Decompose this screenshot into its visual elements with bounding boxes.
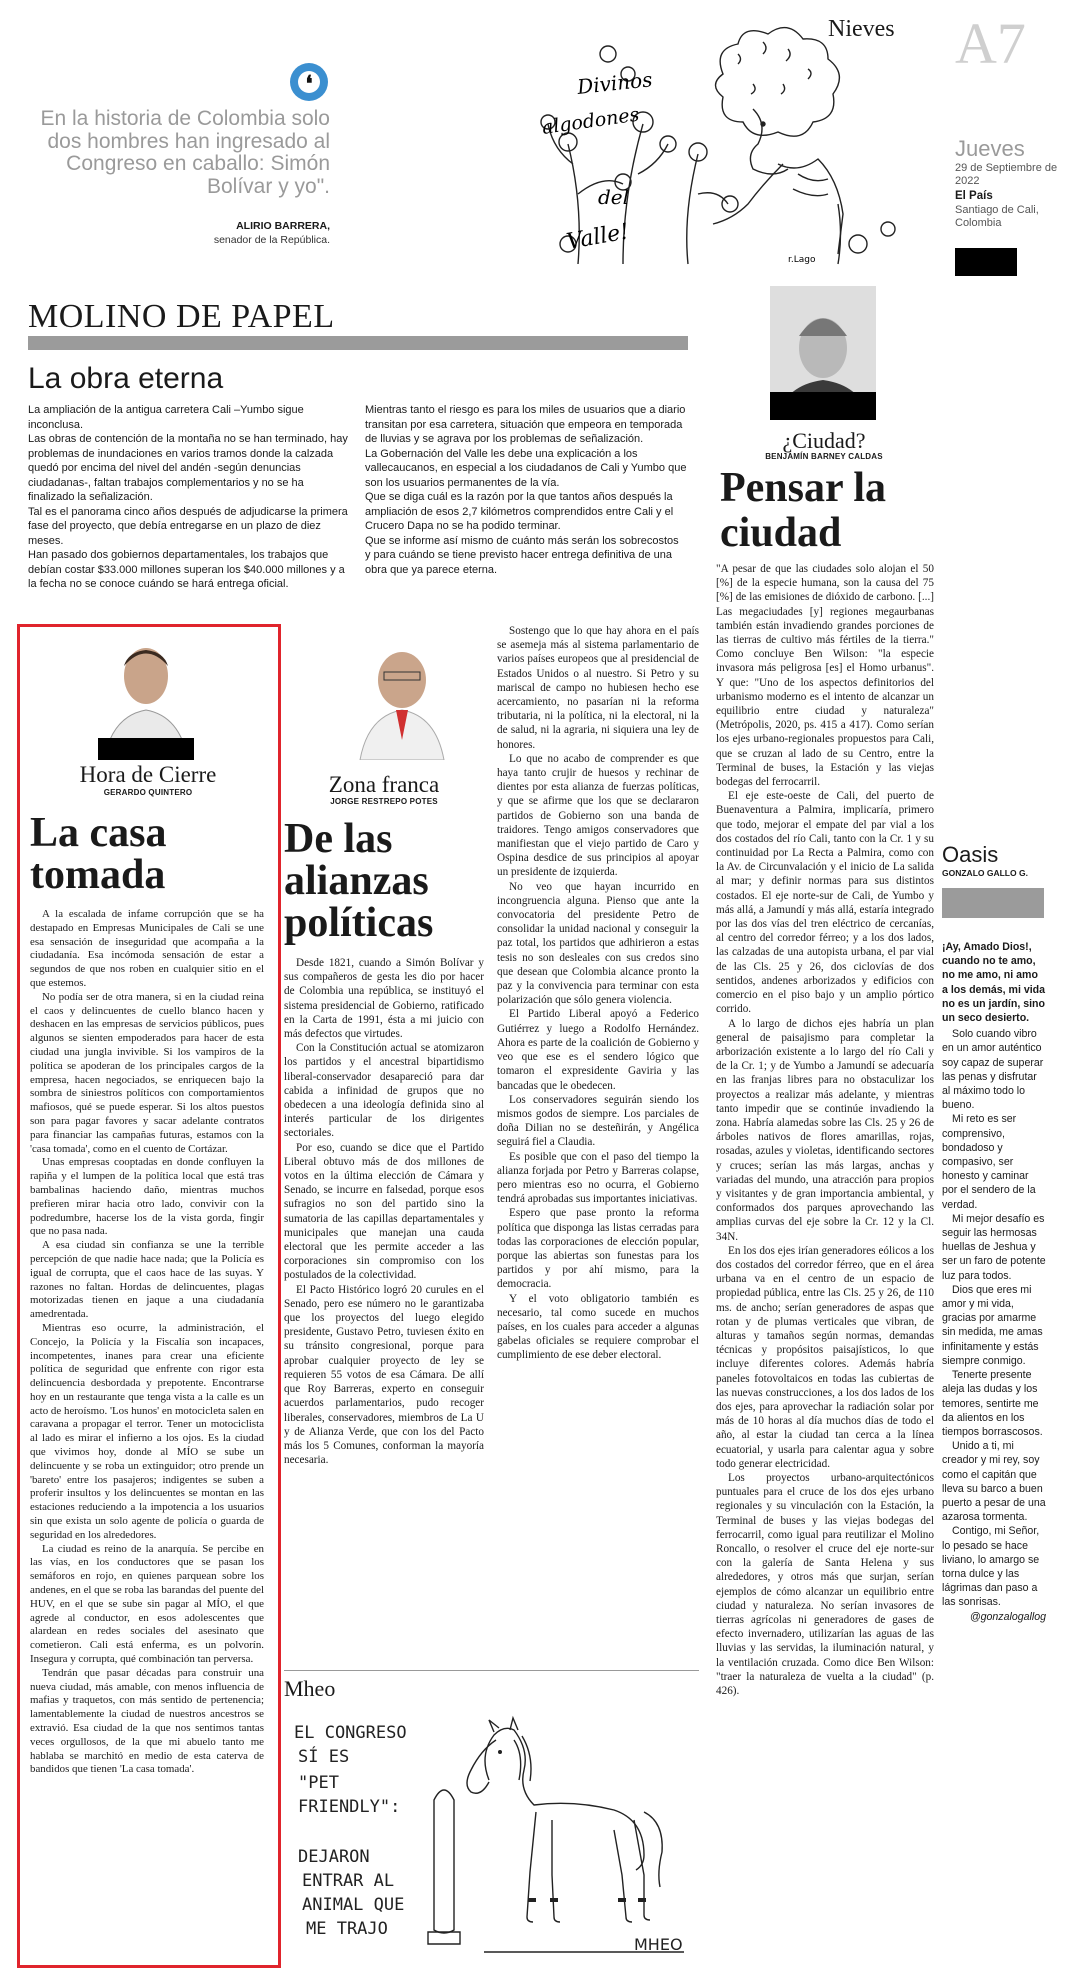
cartoon-signature: r.Lago xyxy=(788,255,816,265)
headline-casa: La casa tomada xyxy=(30,810,167,898)
paragraph: Los conservadores seguirán siendo los mismos godos de siempre. Los parciales de doña Dilian no se desteñirán, y Angélica seguirá fiel a Claudia. xyxy=(497,1093,699,1149)
mheo-label: Mheo xyxy=(284,1676,336,1701)
oasis-gray-bar xyxy=(942,888,1044,918)
article-ciudad xyxy=(716,562,934,1698)
paragraph: Las obras de contención de la montaña no se han terminado, hay problemas de inundaciones en varios tramos donde la calzada quedó por encima del nivel del andén -según denuncias ciudadanas-, faltan trabajos complementarios y no se ha finalizado la señalización. xyxy=(28,433,348,503)
mheo-line-2: SÍ ES xyxy=(298,1747,350,1767)
paragraph: Mientras tanto el riesgo es para los miles de usuarios que a diario transitan por esa carretera, situación que empeora en temporada de lluvias y se agrava por los problemas de señalización. xyxy=(365,404,686,445)
paragraph: Los proyectos urbano-arquitectónicos puntuales para el cruce de los dos ejes urbano regionales y su vinculación con la Estación, la Terminal de buses y las viejas bodegas del ferrocarril, como igual para reutilizar el Molino Roncallo, o resolver el cruce del eje norte-sur con la galería de Santa Helena y sus alrededores, y otros más que surjan, serían ejemplos de cómo alcanzar un equilibrio entre ciudad y naturaleza. No serían invasores de tierras agrícolas ni generadores de gases de efecto invernadero, utilizarían las aguas de las lluvias y las servidas, la iluminación natural, y la ventilación cruzada. Como dice Ben Wilson: "traer la naturaleza de vuelta a la ciudad" (p. 426). xyxy=(716,1472,934,1698)
date-full: 29 de Septiembre de 2022 xyxy=(955,162,1058,187)
mheo-divider xyxy=(284,1670,699,1671)
paragraph: Contigo, mi Señor, lo pesado se hace liviano, lo amargo se torna dulce y las lágrimas dan paso a las sonrisas. xyxy=(942,1525,1040,1609)
paragraph: Unas empresas cooptadas en donde confluyen la rapiña y el lumpen de la política local que está tras bambalinas haciendo daño, mientras muchos prefieren mirar hacia otro lado, convivir con la podredumbre, hacerse los de la vista gorda, fingir que no pasa nada. xyxy=(30,1156,264,1238)
mheo-line-1: EL CONGRESO xyxy=(294,1723,407,1743)
headline-pensar: Pensar la ciudad xyxy=(720,465,887,556)
paragraph: Es posible que con el paso del tiempo la alianza forjada por Petro y Barreras colapse, pero mientras eso no ocurra, el Gobierno tendrá aprobadas sus importantes iniciativas. xyxy=(497,1150,699,1206)
column-name-oasis: Oasis xyxy=(942,842,999,867)
ad-block xyxy=(955,248,1017,276)
paragraph: El Pacto Histórico logró 20 curules en el Senado, pero ese número no le garantizaba que los proyectos del luego elegido presidente, Gustavo Petro, tuviesen éxito en su tránsito congresional, porque para aprobar cualquier proyecto de ley se requieren 55 votos de esa Cámara. De allí que Roy Barreras, experto en conseguir acuerdos parlamentarios, pudo recoger liberales, conservadores, miembros de La U y de Alianza Verde, que con los del Pacto más los 5 Comunes, conforman la mayoría necesaria. xyxy=(284,1283,484,1467)
author-photo-restrepo xyxy=(352,628,452,760)
cartoon-text-line-3: del xyxy=(598,185,630,209)
oasis-intro: ¡Ay, Amado Dios!, cuando no te amo, no me amo, ni amo a los demás, mi vida no es un jardín, sino un seco desierto. xyxy=(942,941,1046,1025)
column-name-hora: Hora de Cierre xyxy=(79,762,217,787)
editorial-col-1 xyxy=(28,403,353,592)
mheo-cartoon xyxy=(284,1700,699,1962)
article-zona-col-2 xyxy=(497,624,699,1363)
paragraph: Sostengo que lo que hay ahora en el país se asemeja más al sistema parlamentario de varios países europeos que al presidencial de Estados Unidos o al nuestro. Si Petro y su mariscal de campo no hubiesen hecho ese acercamiento, no pasarían ni la reforma tributaria, ni la política, ni la electoral, ni la de salud, ni la agraria, ni siquiera una ley de honores. xyxy=(497,625,699,751)
cartoon-artist: Nieves xyxy=(828,16,895,42)
paragraph: Unido a ti, mi creador y mi rey, soy como el capitán que lleva su barco a buen puerto a pesar de una azarosa tormenta. xyxy=(942,1440,1046,1524)
paragraph: A esa ciudad sin confianza se une la terrible percepción de que nadie hace nada; que la Policía es igual de corrupta, que el caos hace de las suyas. Y razones no faltan. Hordas de delincuentes, plagas motorizadas tienen en jaque a una ciudadanía amedrentada. xyxy=(30,1239,264,1321)
quote-role: senador de la República. xyxy=(213,234,330,246)
paragraph: Mi mejor desafío es seguir las hermosas huellas de Jeshua y ser un faro de potente luz para todos. xyxy=(942,1212,1046,1282)
page-number: A7 xyxy=(955,11,1026,76)
author-quintero: GERARDO QUINTERO xyxy=(103,788,193,797)
section-gray-bar xyxy=(28,336,688,350)
paragraph: Tendrán que pasar décadas para construir una nueva ciudad, más amable, con menos influencia de mafias y traquetos, con más sentido de pertenencia; lamentablemente la ciudad de nuestros ancestros se extravió. Esa ciudad de la que nos sentimos tantas veces orgullosos, de la que mi abuelo tanto me hablaba se marchitó en medio de esta caterva de bandidos que tienen 'La casa tomada'. xyxy=(30,1666,264,1776)
paragraph: Solo cuando vibro en un amor auténtico soy capaz de superar las penas y disfrutar al máximo todo lo bueno. xyxy=(942,1028,1044,1112)
paragraph: La Gobernación del Valle les debe una explicación a los vallecaucanos, en especial a los ciudadanos de Cali y Yumbo que son los usuarios permanentes de la vía. xyxy=(365,447,687,489)
paper-name: El País xyxy=(955,190,993,202)
paper-city: Santiago de Cali, Colombia xyxy=(955,204,1039,229)
paragraph: La ciudad es reino de la anarquía. Se percibe en las vías, en los conductores que se pasan los semáforos en rojo, en quienes parquean sobre los andenes, en el que se roba las barandas del puente del HUV, en el que se sube sin pagar al MÍO, el que agrede al conductor, en esos adolescentes que alardean en redes sociales del asesinato que cometieron. Cali está enferma, es un polvorín. Insegura y corrupta, qué combinación tan perversa. xyxy=(30,1542,264,1666)
author-barney: BENJAMÍN BARNEY CALDAS xyxy=(765,452,883,461)
paragraph: Mientras eso ocurre, la administración, el Concejo, la Policía y la Fiscalía son incapaces, incompetentes, inanes para crear una eficiente política de seguridad que enfrente con rigor esta delincuencia desbordada y prepotente. Encontrarse hoy en un restaurante que tenga vista a la calle es un acto de heroísmo. 'Los hunos' en motocicleta salen en caravana a propagar el terror. Tener un motociclista al lado es mirar el infierno a los ojos. Es la ciudad que vivimos hoy, donde al MÍO se sube un delincuente y se roba un extinguidor; otro prende un 'bareto' entre los pasajeros; indigentes se suben a proferir insultos y los delincuentes se montan en las estaciones reduciendo a la impotencia a los usuarios sin que exista un solo agente de policía o guarda de seguridad en los alrededores. xyxy=(30,1321,264,1541)
paragraph: Que se informe así mismo de cuánto más serán los sobrecostos y para cuándo se tiene previsto hacer entrega definitiva de una obra que ya parece eterna. xyxy=(365,534,679,576)
column-name-ciudad: ¿Ciudad? xyxy=(782,428,866,453)
oasis-text xyxy=(942,940,1046,1624)
paragraph: A lo largo de dichos ejes habría un plan general de paisajismo para completar la arborización existente a lo largo del río Cali y de la Cr. 1; y de Yumbo a Jamundí se adecuaría en las franjas libres para no obstaculizar los proyectos a realizar más adelante, y mientras tanto impedir que se continúe invadiendo la zona. Habría alamedas sobre las Cls. 25 y 26 de árboles nativos de flores amarillas, rojas, rosadas, azules y violetas, identificando sectores y cruces; serían las más largas, anchas y variadas del mundo, una atracción para propios y visitantes y de gran importancia ambiental, y conformados dos parques aprovechando las amplias curvas del eje sobre la Cr. 12 y la Cl. 34N. xyxy=(716,1017,934,1243)
paragraph: Tenerte presente aleja las dudas y los temores, sentirte me da alientos en los tiempos borrascosos. xyxy=(942,1369,1043,1438)
author-photo-quintero xyxy=(98,628,194,760)
paragraph: "A pesar de que las ciudades solo alojan el 50 [%] de la especie humana, son la causa del 75 [%] de las emisiones de dióxido de carbono. [...] Las megaciudades [y] regiones megaurbanas también están invadiendo grandes porciones de las tierras de cultivo más fértiles de la tierra." Como concluye Ben Wilson: "la especie invasora más peligrosa [es] el Homo urbanus". Y que: "Uno de los aspectos definitorios del urbanismo moderno es el intento de alcanzar un equilibrio entre ciudad y naturaleza" (Metrópolis, 2020, ps. 415 a 417). Como serían los ejes urbano-regionales propuestos para Cali, que se cruzan al lado de su Centro, entre la Terminal de buses, la Estación y las viejas bodegas del ferrocarril. xyxy=(716,563,934,789)
date-day: Jueves xyxy=(955,136,1025,161)
section-title: MOLINO DE PAPEL xyxy=(28,298,335,335)
article-hora xyxy=(30,908,264,1777)
editorial-title: La obra eterna xyxy=(28,362,224,395)
headline-alianzas: De las alianzas políticas xyxy=(284,816,434,946)
paragraph: Mi reto es ser comprensivo, bondadoso y compasivo, ser honesto y caminar por el sendero de la verdad. xyxy=(942,1113,1036,1211)
mheo-line-6: ENTRAR AL xyxy=(302,1871,395,1891)
editorial-col-2 xyxy=(365,403,687,577)
cartoon-text-line-1: Divinos xyxy=(576,67,654,99)
header-cartoon xyxy=(538,14,908,266)
paragraph: El Partido Liberal apoyó a Federico Gutiérrez y luego a Rodolfo Hernández. Ahora es parte de la coalición de Gobierno y veo que ese es el sendero lógico que tomaron el expresidente Gaviria y las bancadas que le obedecen. xyxy=(497,1008,699,1092)
header-quote: En la historia de Colombia solo dos hombres han ingresado al Congreso en caballo: Simón Bolívar y yo". xyxy=(40,107,330,198)
author-gallo: GONZALO GALLO G. xyxy=(942,868,1028,878)
paragraph: Lo que no acabo de comprender es que haya tanto crujir de huesos y rechinar de dientes por esta alianza de fuerzas políticas, y que se afirme que los que se declararon partidos de Gobierno son una banda de traidores. Tengo amigos conservadores que manifiestan que el viejo partido de Caro y Ospina desdice de sus principios al apoyar un presidente de izquierda. xyxy=(497,752,699,879)
paragraph: Dios que eres mi amor y mi vida, gracias por amarme sin medida, me amas infinitamente y estás siempre conmigo. xyxy=(942,1283,1043,1367)
mheo-line-5: DEJARON xyxy=(298,1847,370,1867)
cartoon-text-line-4: Valle! xyxy=(564,219,632,255)
mheo-signature: MHEO xyxy=(634,1935,683,1954)
oasis-handle: @gonzalogallog xyxy=(969,1610,1046,1623)
author-photo-barney xyxy=(770,286,876,420)
paragraph: Y el voto obligatorio también es necesario, tal como sucede en muchos países, en los cuales para acceder a algunas gabelas oficiales se requiere comprobar el cumplimiento de ese deber electoral. xyxy=(497,1292,699,1362)
paragraph: Con la Constitución actual se atomizaron los partidos y el ancestral bipartidismo liberal-conservador desapareció para dar cabida a infinidad de grupos que no obedecen a una ideología definida sino al interés particular de los dirigentes sectoriales. xyxy=(284,1042,484,1140)
paragraph: No podía ser de otra manera, si en la ciudad reina el caos y delincuentes de cuello blanco hacen y deshacen en las empresas de servicios públicos, pues algunos se sienten empoderados para hacer de esta ciudad una jungla invivible. Si los vampiros de la política se apoderan de los principales cargos de la empresa, hacen negociados, se enriquecen bajo la sombra de siniestros políticos con comportamientos mafiosos, qué se puede esperar. Si los altos puestos son para pagar favores y sacar adelante contratos para financiar las campañas futuras, estamos con la 'casa tomada', como en el cuento de Cortázar. xyxy=(30,990,264,1155)
mheo-line-3: "PET xyxy=(298,1773,339,1793)
paragraph: La ampliación de la antigua carretera Cali –Yumbo sigue inconclusa. xyxy=(28,404,304,431)
paragraph: Que se diga cuál es la razón por la que tantos años después la ampliación de esos 2,7 kilómetros comprendidos entre Cali y el Crucero Dapa no se ha podido terminar. xyxy=(365,491,674,532)
column-name-zona: Zona franca xyxy=(328,772,440,797)
paragraph: Por eso, cuando se dice que el Partido Liberal obtuvo más de dos millones de votos en la última elección de Cámara y Senado, se incurre en falsedad, porque esos sufragios no son del partido sino la sumatoria de las capillas departamentales y municipales que manejan una cauda electoral que les permite acceder a las corporaciones sin compromiso con los postulados de la colectividad. xyxy=(284,1141,484,1282)
article-zona-col-1 xyxy=(284,956,484,1467)
paragraph: No veo que hayan incurrido en incongruencia alguna. Pienso que ante la convocatoria del presidente Petro de consolidar la unidad nacional y conseguir la paz total, los partidos que adhirieron a estas tesis no son desleales con sus credos sino que desean que Colombia alcance pronto la paz y la convivencia para terminar con esta polarización que sólo genera violencia. xyxy=(497,880,699,1007)
mheo-line-4: FRIENDLY": xyxy=(298,1797,401,1817)
mheo-line-7: ANIMAL QUE xyxy=(302,1895,405,1915)
paragraph: Tal es el panorama cinco años después de adjudicarse la primera fase del proyecto, que debía entregarse en un plazo de diez meses. xyxy=(28,505,348,547)
paragraph: Han pasado dos gobiernos departamentales, los trabajos que debían costar $33.000 millones superan los $40.000 millones y a la fecha no se conoce cuándo se hará entrega oficial. xyxy=(28,549,345,590)
author-restrepo: JORGE RESTREPO POTES xyxy=(330,797,438,806)
paragraph: Desde 1821, cuando a Simón Bolívar y sus compañeros de gesta les dio por hacer de Colombia una república, se instituyó el sistema presidencial de Gobierno, ratificado en la Carta de 1991, ésta a mi juicio con más defectos que virtudes. xyxy=(284,957,484,1041)
paragraph: En los dos ejes irían generadores eólicos a los dos costados del corredor férreo, que en el área urbana va en el centro de un espacio de propiedad pública, entre las Cls. 25 y 26, de 110 ms. de ancho; serían generadores de aspas que rotan y de plumas verticales que vibran, de alturas y tamaños según normas, demandas técnicas y propósitos paisajísticos, lo que incluye diferentes colores. Además habría paneles fotovoltaicos en todas las cubiertas de las nuevas construcciones, a los dos lados de los dos ejes, para aprovechar la radiación solar por más de 10 horas al día muchos días de todo el año, al estar la ciudad tan cerca a la línea ecuatorial, y usarla para calentar agua y sobre todo generar electricidad. xyxy=(716,1244,934,1470)
quote-author: ALIRIO BARRERA, xyxy=(236,220,330,232)
quote-icon-inner: ❛ xyxy=(298,71,320,93)
paragraph: A la escalada de infame corrupción que se ha destapado en Empresas Municipales de Cali se une esa sensación de inseguridad que acompaña a la ciudadanía. Esa incómoda sensación de estar a segundos de que nos roben en cualquier sitio en el que estemos. xyxy=(30,908,264,989)
paragraph: Espero que pase pronto la reforma política que disponga las listas cerradas para todas las corporaciones de elección popular, porque las abiertas son funestas para los partidos y por ahí mismo, para la democracia. xyxy=(497,1207,699,1291)
paragraph: El eje este-oeste de Cali, del puerto de Buenaventura a Palmira, implicaría, primero que todo, mejorar el empate del par vial a los dos costados del río Cali, tanto con la Cr. 1 y su continuidad por La Recta a Palmira, como con la Av. de Circunvalación y el inicio de La salida al mar; y definir normas para sus distintos costados. El eje norte-sur de Cali, de Yumbo y más allá, a Jamundí y más allá, estaría integrado por las dos vías del tren eléctrico de cercanías, al centro del corredor férreo; y a los dos lados, las calzadas de una autopista urbana, el par vial de las Cls. 25 y 26, dos ciclovías de dos sentidos, andenes arborizados y edificios con comercio en el piso bajo y un amplio pórtico corrido. xyxy=(716,790,934,1016)
mheo-line-8: ME TRAJO xyxy=(306,1919,388,1939)
cartoon-text-line-2: algodones xyxy=(540,103,641,139)
